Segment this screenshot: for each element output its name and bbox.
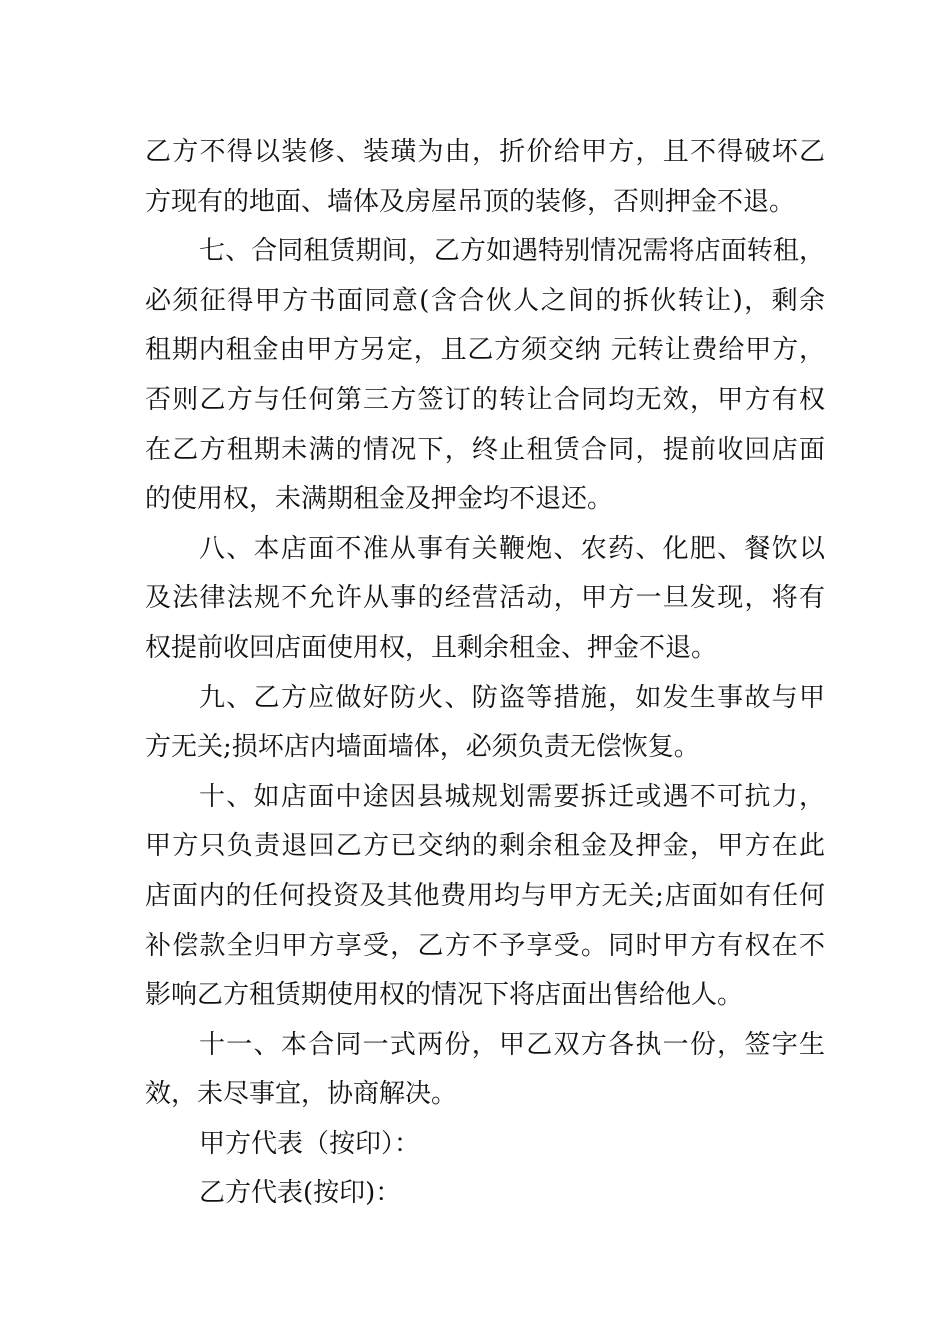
party-a-signature-label: 甲方代表（按印）： xyxy=(199,1128,421,1159)
clause-7-line-2: 必须征得甲方书面同意(含合伙人之间的拆伙转让)，剩余 xyxy=(145,285,825,316)
party-b-signature-label: 乙方代表(按印)： xyxy=(199,1178,402,1209)
clause-10-line-2: 甲方只负责退回乙方已交纳的剩余租金及押金，甲方在此 xyxy=(145,831,825,862)
clause-7-line-3: 租期内租金由甲方另定，且乙方须交纳 元转让费给甲方， xyxy=(145,335,825,366)
clause-7-line-5: 在乙方租期未满的情况下，终止租赁合同，提前收回店面 xyxy=(145,434,825,465)
clause-8-line-2: 及法律法规不允许从事的经营活动，甲方一旦发现，将有 xyxy=(145,583,825,614)
clause-11-line-2: 效，未尽事宜，协商解决。 xyxy=(145,1079,458,1110)
contract-text xyxy=(145,128,825,1219)
clause-7-line-6: 的使用权，未满期租金及押金均不退还。 xyxy=(145,484,614,515)
clause-10-line-1: 十、如店面中途因县城规划需要拆迁或遇不可抗力， xyxy=(199,781,825,812)
clause-10-line-3: 店面内的任何投资及其他费用均与甲方无关;店面如有任何 xyxy=(145,880,825,911)
text-line-2: 方现有的地面、墙体及房屋吊顶的装修，否则押金不退。 xyxy=(145,186,796,217)
clause-7-line-4: 否则乙方与任何第三方签订的转让合同均无效，甲方有权 xyxy=(145,384,825,415)
clause-10-line-5: 影响乙方租赁期使用权的情况下将店面出售给他人。 xyxy=(145,980,744,1011)
clause-9-line-1: 九、乙方应做好防火、防盗等措施，如发生事故与甲 xyxy=(199,682,825,713)
clause-9-line-2: 方无关;损坏店内墙面墙体，必须负责无偿恢复。 xyxy=(145,732,700,763)
text-line-1: 乙方不得以装修、装璜为由，折价给甲方，且不得破坏乙 xyxy=(145,137,825,167)
clause-7-line-1: 七、合同租赁期间，乙方如遇特别情况需将店面转租， xyxy=(199,236,825,267)
clause-8-line-3: 权提前收回店面使用权，且剩余租金、押金不退。 xyxy=(145,632,718,663)
clause-8-line-1: 八、本店面不准从事有关鞭炮、农药、化肥、餐饮以 xyxy=(199,533,825,564)
clause-10-line-4: 补偿款全归甲方享受，乙方不予享受。同时甲方有权在不 xyxy=(145,930,825,961)
clause-11-line-1: 十一、本合同一式两份，甲乙双方各执一份，签字生 xyxy=(199,1029,825,1060)
